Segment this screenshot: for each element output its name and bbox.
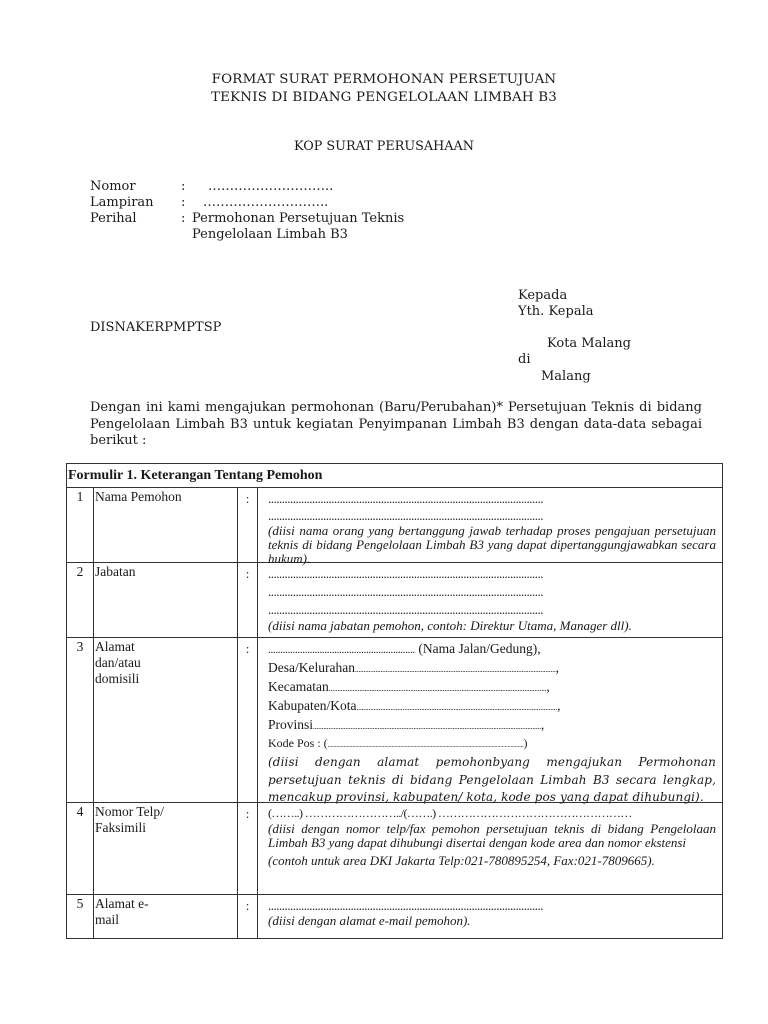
address-prefix: Kode Pos : ( <box>268 736 328 750</box>
address-suffix: , <box>555 660 559 675</box>
row-separator: : <box>238 895 258 938</box>
nomor-label: Nomor <box>90 179 136 194</box>
row-number: 4 <box>67 803 94 894</box>
address-dots: ...................................................................................................................................... <box>313 722 541 731</box>
address-dots: ...................................................................................................................... <box>354 665 556 674</box>
address-prefix: Kecamatan <box>268 679 329 694</box>
row-value <box>258 895 722 938</box>
fill-in-line[interactable]: .................................................................................................... <box>268 584 543 599</box>
address-dots: ............................................................ <box>268 644 416 656</box>
row-label: Nama Pemohon <box>94 488 238 562</box>
recipient-yth: Yth. Kepala <box>518 304 594 319</box>
recipient-city: Kota Malang <box>547 336 631 351</box>
field-instruction: (diisi dengan alamat pemohonbyang mengajukan Permohonan persetujuan teknis di bidang Pengelolaan Limbah B3 secara lengkap, mencakup provinsi, kabupaten/ kota, kode pos yang dapat dihubungi). <box>268 755 716 804</box>
row-value <box>258 803 722 894</box>
address-prefix: Provinsi <box>268 717 314 732</box>
address-district-line[interactable] <box>268 678 716 697</box>
phone-fax-fill-line[interactable]: (……..) ……………………../(…….) …………………………………………… <box>268 806 632 820</box>
row-label: Alamat dan/atau domisili <box>94 638 238 802</box>
intro-paragraph: Dengan ini kami mengajukan permohonan (Baru/Perubahan)* Persetujuan Teknis di bidang Pengelolaan Limbah B3 untuk kegiatan Penyimpanan Limbah B3 dengan data-data sebagai berikut : <box>90 400 702 448</box>
row-number: 5 <box>67 895 94 938</box>
address-regency-line[interactable] <box>268 697 716 716</box>
row-number: 3 <box>67 638 94 802</box>
field-instruction: (diisi nama orang yang bertanggung jawab terhadap proses pengajuan persetujuan teknis di bidang Pengelolaan Limbah B3 yang dapat dipertanggungjawabkan secara hukum). <box>268 523 716 566</box>
row-value <box>258 563 722 637</box>
table-row <box>67 895 722 938</box>
row-separator: : <box>238 563 258 637</box>
table-row <box>67 488 722 566</box>
row-label: Jabatan <box>94 563 238 637</box>
document-title-line1: FORMAT SURAT PERMOHONAN PERSETUJUAN <box>211 72 557 87</box>
address-postal-line[interactable] <box>268 735 716 754</box>
row-number: 1 <box>67 488 94 562</box>
row-value <box>258 488 722 566</box>
recipient-agency: DISNAKERPMPTSP <box>90 320 222 335</box>
recipient-kepada: Kepada <box>518 288 568 303</box>
field-instruction: (diisi nama jabatan pemohon, contoh: Direktur Utama, Manager dll). <box>268 618 632 633</box>
perihal-value-line1: Permohonan Persetujuan Teknis <box>192 211 405 226</box>
address-suffix: , <box>540 717 545 732</box>
applicant-form-table <box>66 463 723 939</box>
address-suffix: (Nama Jalan/Gedung), <box>415 641 541 656</box>
row-separator: : <box>238 638 258 802</box>
address-province-line[interactable] <box>268 716 716 735</box>
address-suffix: , <box>557 698 561 713</box>
address-prefix: Kabupaten/Kota <box>268 698 357 713</box>
recipient-place: Malang <box>541 369 591 384</box>
recipient-di: di <box>518 352 531 367</box>
row-number: 2 <box>67 563 94 637</box>
address-dots: ...................................................................................................................... <box>356 703 558 712</box>
nomor-value: ……………………….. <box>208 179 334 194</box>
address-dots: ....................................................................................................................................... <box>327 741 524 749</box>
perihal-value-line2: Pengelolaan Limbah B3 <box>192 227 348 242</box>
lampiran-value: ……………………….. <box>203 195 329 210</box>
fill-in-line[interactable]: .................................................................................................... <box>268 602 543 617</box>
field-example: (contoh untuk area DKI Jakarta Telp:021-780895254, Fax:021-7809665). <box>268 853 655 868</box>
document-title-line2: TEKNIS DI BIDANG PENGELOLAAN LIMBAH B3 <box>211 90 557 105</box>
row-separator: : <box>238 488 258 562</box>
table-row <box>67 563 722 638</box>
fill-in-line[interactable]: .................................................................................................... <box>268 566 543 581</box>
perihal-sep: : <box>181 211 186 226</box>
fill-in-line[interactable]: .................................................................................................... <box>268 898 543 913</box>
field-instruction: (diisi dengan nomor telp/fax pemohon persetujuan teknis di bidang Pengelolaan Limbah B3 yang dapat dihubungi disertai dengan kode area dan nomor ekstensi <box>268 821 716 850</box>
address-dots: ................................................................................................................................ <box>328 684 547 693</box>
table-row <box>67 638 722 803</box>
lampiran-label: Lampiran <box>90 195 154 210</box>
address-suffix: ) <box>523 736 528 750</box>
field-instruction: (diisi dengan alamat e-mail pemohon). <box>268 913 471 928</box>
form-header: Formulir 1. Keterangan Tentang Pemohon <box>67 464 722 488</box>
address-suffix: , <box>546 679 550 694</box>
letterhead-placeholder: KOP SURAT PERUSAHAAN <box>294 139 474 154</box>
address-village-line[interactable] <box>268 659 716 678</box>
perihal-label: Perihal <box>90 211 137 226</box>
lampiran-sep: : <box>181 195 186 210</box>
address-prefix: Desa/Kelurahan <box>268 660 355 675</box>
table-row <box>67 803 722 895</box>
fill-in-line[interactable]: .................................................................................................... <box>268 491 543 506</box>
fill-in-line[interactable]: .................................................................................................... <box>268 508 543 523</box>
nomor-sep: : <box>181 179 186 194</box>
row-value <box>258 638 722 802</box>
row-label: Alamat e-mail <box>94 895 238 938</box>
row-separator: : <box>238 803 258 894</box>
address-street-line[interactable] <box>268 640 716 659</box>
row-label: Nomor Telp/ Faksimili <box>94 803 238 894</box>
